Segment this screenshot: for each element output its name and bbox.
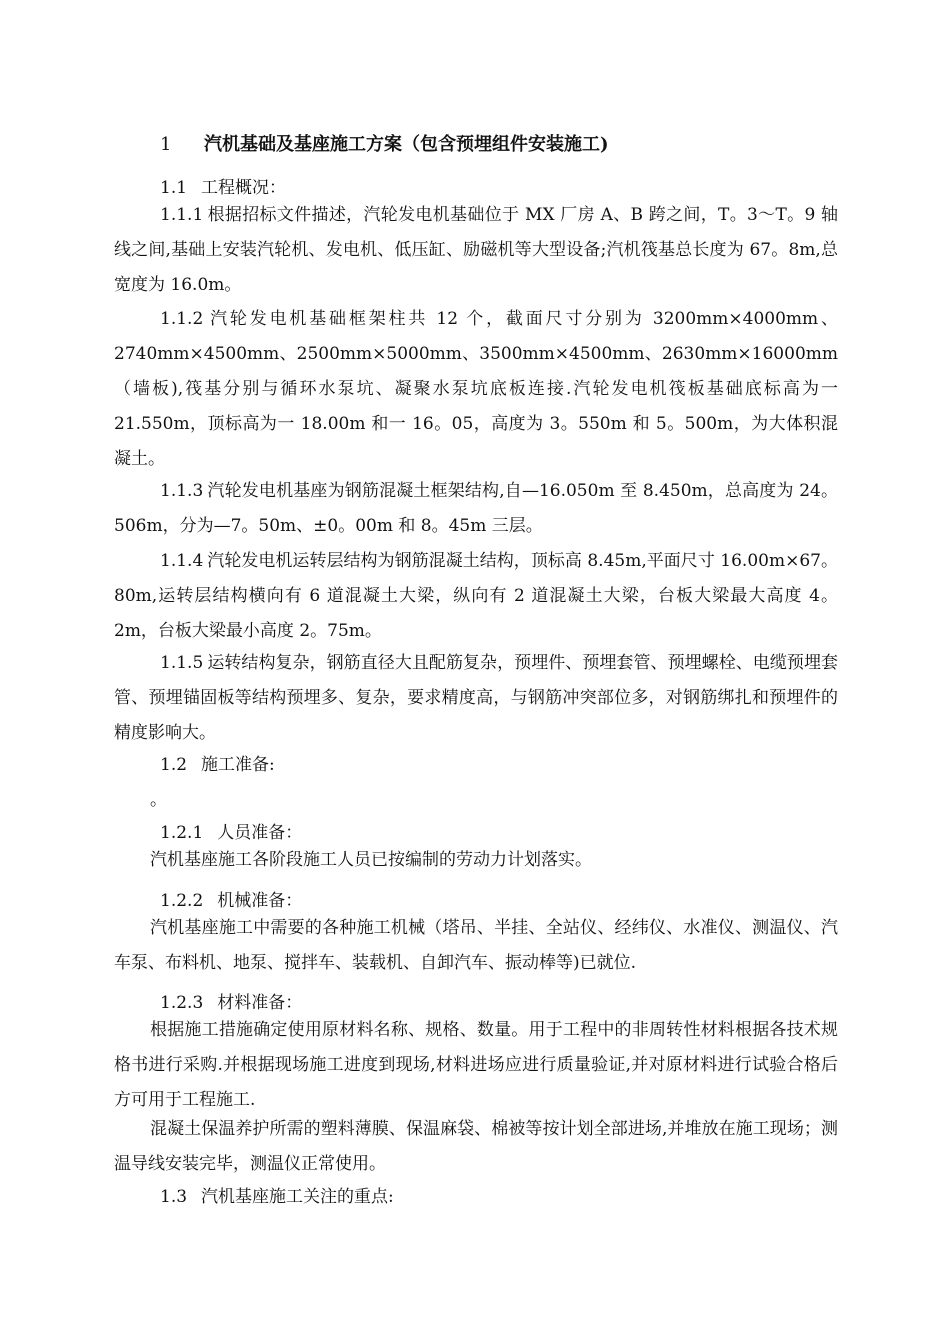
- paragraph-1-1-1: [114, 198, 838, 303]
- heading-text: 汽机基础及基座施工方案（包含预埋组件安装施工): [204, 134, 609, 155]
- subheading-1-2-1: [160, 818, 302, 843]
- paragraph-number: 1.1.2: [160, 309, 204, 329]
- subheading-number: 1.1: [160, 178, 188, 198]
- subheading-1-2-3: [160, 988, 302, 1013]
- paragraph-1-2-3-b: 混凝土保温养护所需的塑料薄膜、保温麻袋、棉被等按计划全部进场,并堆放在施工现场；测温导线安装完毕，测温仪正常使用。: [114, 1119, 838, 1174]
- paragraph-1-1-2: [114, 302, 838, 477]
- subheading-text: 机械准备：: [217, 891, 303, 911]
- subheading-number: 1.2.2: [160, 891, 204, 911]
- subheading-text: 工程概况：: [201, 178, 287, 198]
- paragraph-1-2-1: 汽机基座施工各阶段施工人员已按编制的劳动力计划落实。: [150, 850, 592, 870]
- paragraph-number: 1.1.5: [160, 653, 204, 673]
- paragraph-1-1-5: [114, 646, 838, 751]
- subheading-text: 施工准备:: [201, 755, 275, 775]
- subheading-1-3: [160, 1182, 394, 1207]
- subheading-text: 材料准备：: [217, 993, 303, 1013]
- paragraph-number: 1.1.1: [160, 205, 204, 225]
- paragraph-number: 1.1.4: [160, 551, 204, 571]
- subheading-1-2-2: [160, 886, 302, 911]
- subheading-text: 汽机基座施工关注的重点:: [201, 1187, 394, 1207]
- paragraph-text: 汽轮发电机基座为钢筋混凝土框架结构,自—16.050m 至 8.450m，总高度为 24。506m，分为—7。50m、±0。00m 和 8。45m 三层。: [114, 481, 838, 536]
- subheading-number: 1.2: [160, 755, 188, 775]
- subheading-number: 1.2.3: [160, 993, 204, 1013]
- section-heading-1: [160, 130, 609, 156]
- subheading-1-2: [160, 750, 275, 775]
- subheading-number: 1.2.1: [160, 823, 204, 843]
- paragraph-number: 1.1.3: [160, 481, 204, 501]
- subheading-1-1: [160, 173, 286, 198]
- paragraph-1-1-3: [114, 474, 838, 544]
- subheading-number: 1.3: [160, 1187, 188, 1207]
- paragraph-text: 根据招标文件描述，汽轮发电机基础位于 MX 厂房 A、B 跨之间，T。3～T。9 轴线之间,基础上安装汽轮机、发电机、低压缸、励磁机等大型设备;汽机筏基总长度为 67。8m,总宽度为 16.0m。: [114, 205, 838, 295]
- paragraph-1-1-4: [114, 544, 838, 649]
- heading-number: 1: [160, 134, 172, 155]
- stray-mark: 。: [150, 790, 167, 810]
- subheading-text: 人员准备：: [217, 823, 303, 843]
- paragraph-text: 运转结构复杂，钢筋直径大且配筋复杂，预埋件、预埋套管、预埋螺栓、电缆预埋套管、预埋锚固板等结构预埋多、复杂，要求精度高，与钢筋冲突部位多，对钢筋绑扎和预埋件的精度影响大。: [114, 653, 838, 743]
- paragraph-text: 汽轮发电机基础框架柱共 12 个，截面尺寸分别为 3200mm×4000mm、2740mm×4500mm、2500mm×5000mm、3500mm×4500mm、2630mm×16000mm（墙板),筏基分别与循环水泵坑、凝聚水泵坑底板连接.汽轮发电机筏板基础底标高为一 21.550m，顶标高为一 18.00m 和一 16。05，高度为 3。550m 和 5。500m，为大体积混凝土。: [114, 309, 838, 469]
- paragraph-text: 汽轮发电机运转层结构为钢筋混凝土结构，顶标高 8.45m,平面尺寸 16.00m×67。80m,运转层结构横向有 6 道混凝土大梁，纵向有 2 道混凝土大梁，台板大梁最大高度 4。2m，台板大梁最小高度 2。75m。: [114, 551, 838, 641]
- paragraph-1-2-3-a: 根据施工措施确定使用原材料名称、规格、数量。用于工程中的非周转性材料根据各技术规格书进行采购.并根据现场施工进度到现场,材料进场应进行质量验证,并对原材料进行试验合格后方可用于工程施工.: [114, 1020, 838, 1110]
- paragraph-1-2-2: 汽机基座施工中需要的各种施工机械（塔吊、半挂、全站仪、经纬仪、水准仪、测温仪、汽车泵、布料机、地泵、搅拌车、装载机、自卸汽车、振动棒等)已就位.: [114, 918, 838, 973]
